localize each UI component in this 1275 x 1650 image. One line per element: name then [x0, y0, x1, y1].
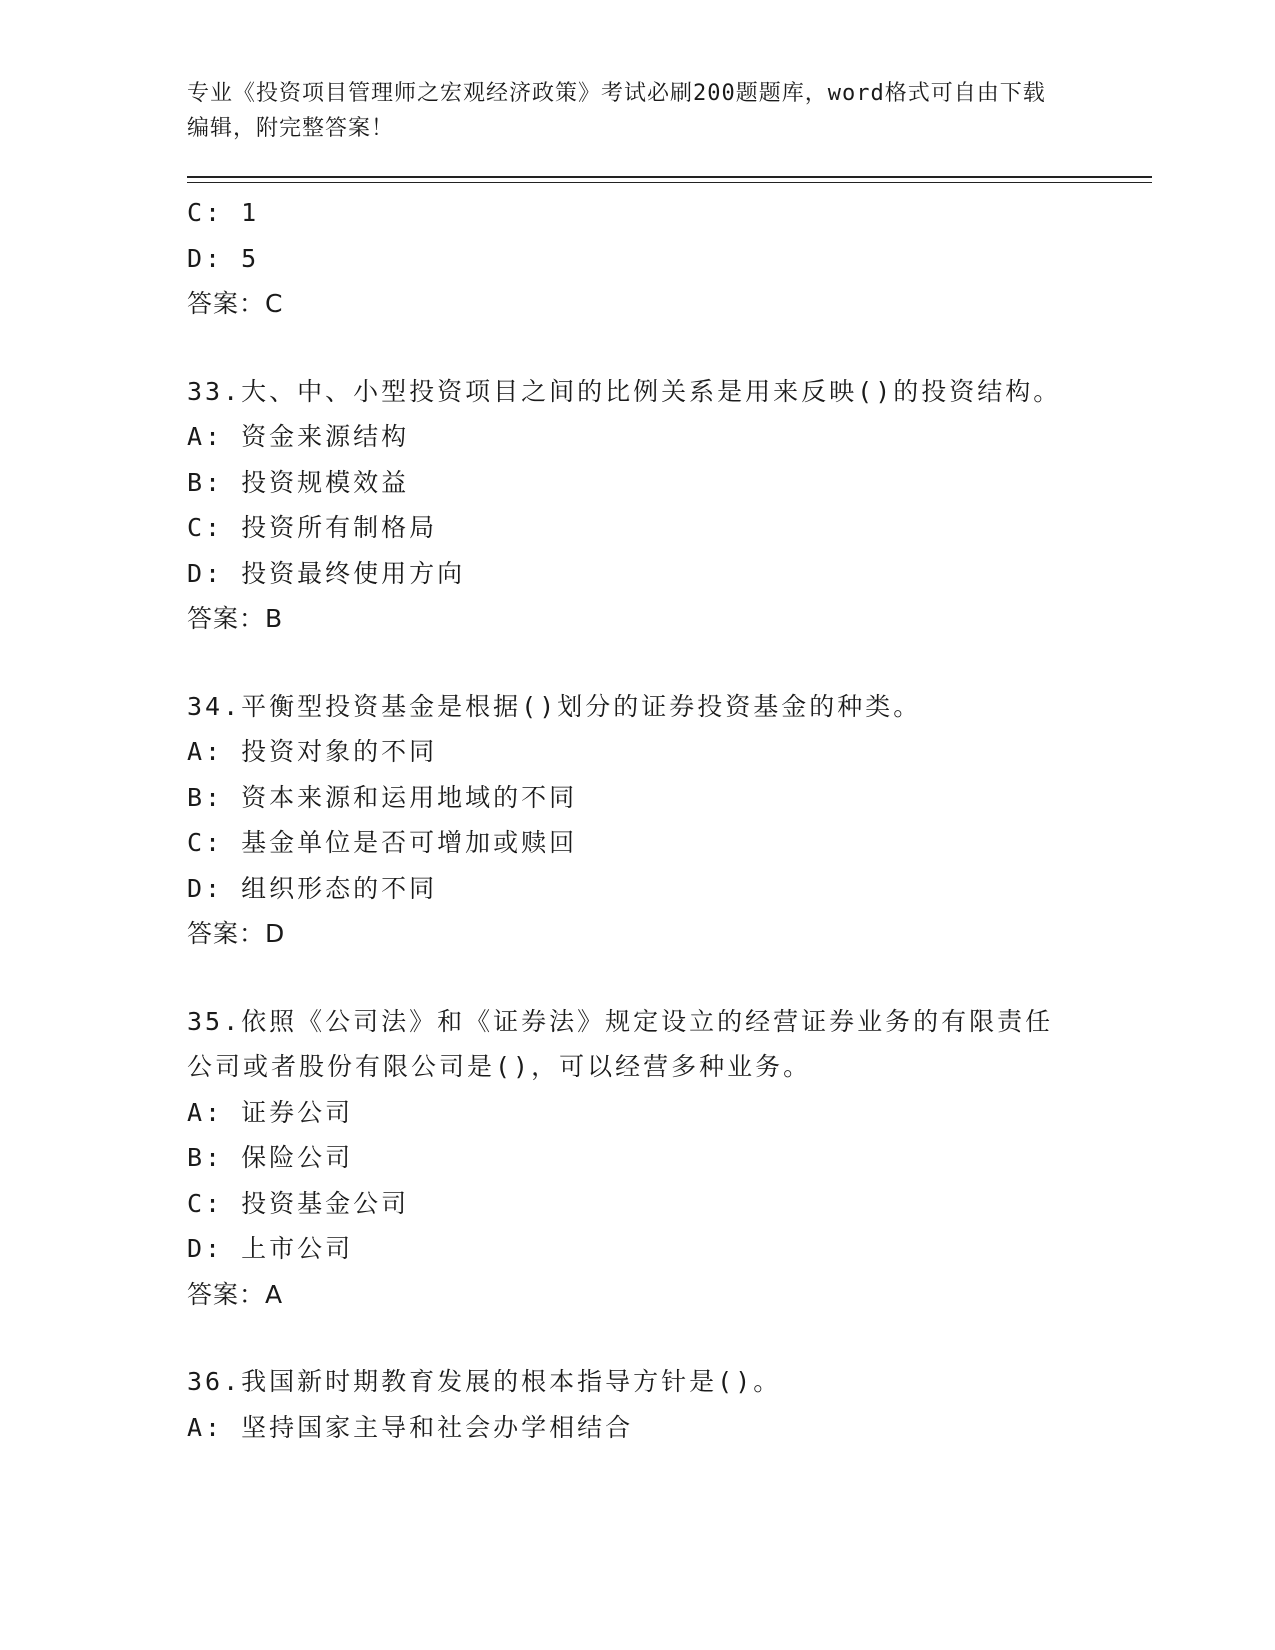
answer-line: 答案：B [187, 604, 284, 633]
option-b: B: 投资规模效益 [187, 467, 410, 497]
question-stem-line-1: 35.依照《公司法》和《证券法》规定设立的经营证券业务的有限责任 [187, 1006, 1054, 1036]
question-stem: 34.平衡型投资基金是根据()划分的证券投资基金的种类。 [187, 691, 922, 721]
answer-line: 答案：D [187, 919, 286, 948]
option-b: B: 保险公司 [187, 1143, 354, 1172]
header-divider-thin [187, 182, 1152, 183]
document-header-title: 专业《投资项目管理师之宏观经济政策》考试必刷200题题库，word格式可自由下载编辑，附完整答案！ [187, 81, 1046, 141]
header-divider-thick [187, 176, 1152, 178]
option-c: C: 基金单位是否可增加或赎回 [187, 828, 578, 857]
question-34 [187, 684, 1117, 957]
option-c: C: 投资所有制格局 [187, 513, 438, 542]
question-33 [187, 369, 1117, 642]
option-c: C: 投资基金公司 [187, 1188, 410, 1218]
option-a: A: 证券公司 [187, 1097, 354, 1127]
question-list [187, 190, 1117, 1450]
option-d: D: 组织形态的不同 [187, 873, 438, 903]
question-stem: 36.我国新时期教育发展的根本指导方针是()。 [187, 1367, 782, 1396]
option-a: A: 投资对象的不同 [187, 737, 438, 766]
option-d: D: 5 [187, 243, 260, 273]
answer-line: 答案：C [187, 289, 284, 318]
option-a: A: 坚持国家主导和社会办学相结合 [187, 1412, 634, 1442]
question-35 [187, 999, 1117, 1318]
answer-line: 答案：A [187, 1279, 284, 1309]
option-d: D: 上市公司 [187, 1234, 354, 1263]
question-continued [187, 190, 1117, 327]
question-36 [187, 1359, 1117, 1450]
question-stem: 33.大、中、小型投资项目之间的比例关系是用来反映()的投资结构。 [187, 376, 1062, 406]
option-a: A: 资金来源结构 [187, 422, 410, 451]
option-d: D: 投资最终使用方向 [187, 558, 466, 588]
question-stem-line-2: 公司或者股份有限公司是()，可以经营多种业务。 [187, 1052, 812, 1081]
option-b: B: 资本来源和运用地域的不同 [187, 782, 578, 812]
option-c: C: 1 [187, 198, 260, 227]
